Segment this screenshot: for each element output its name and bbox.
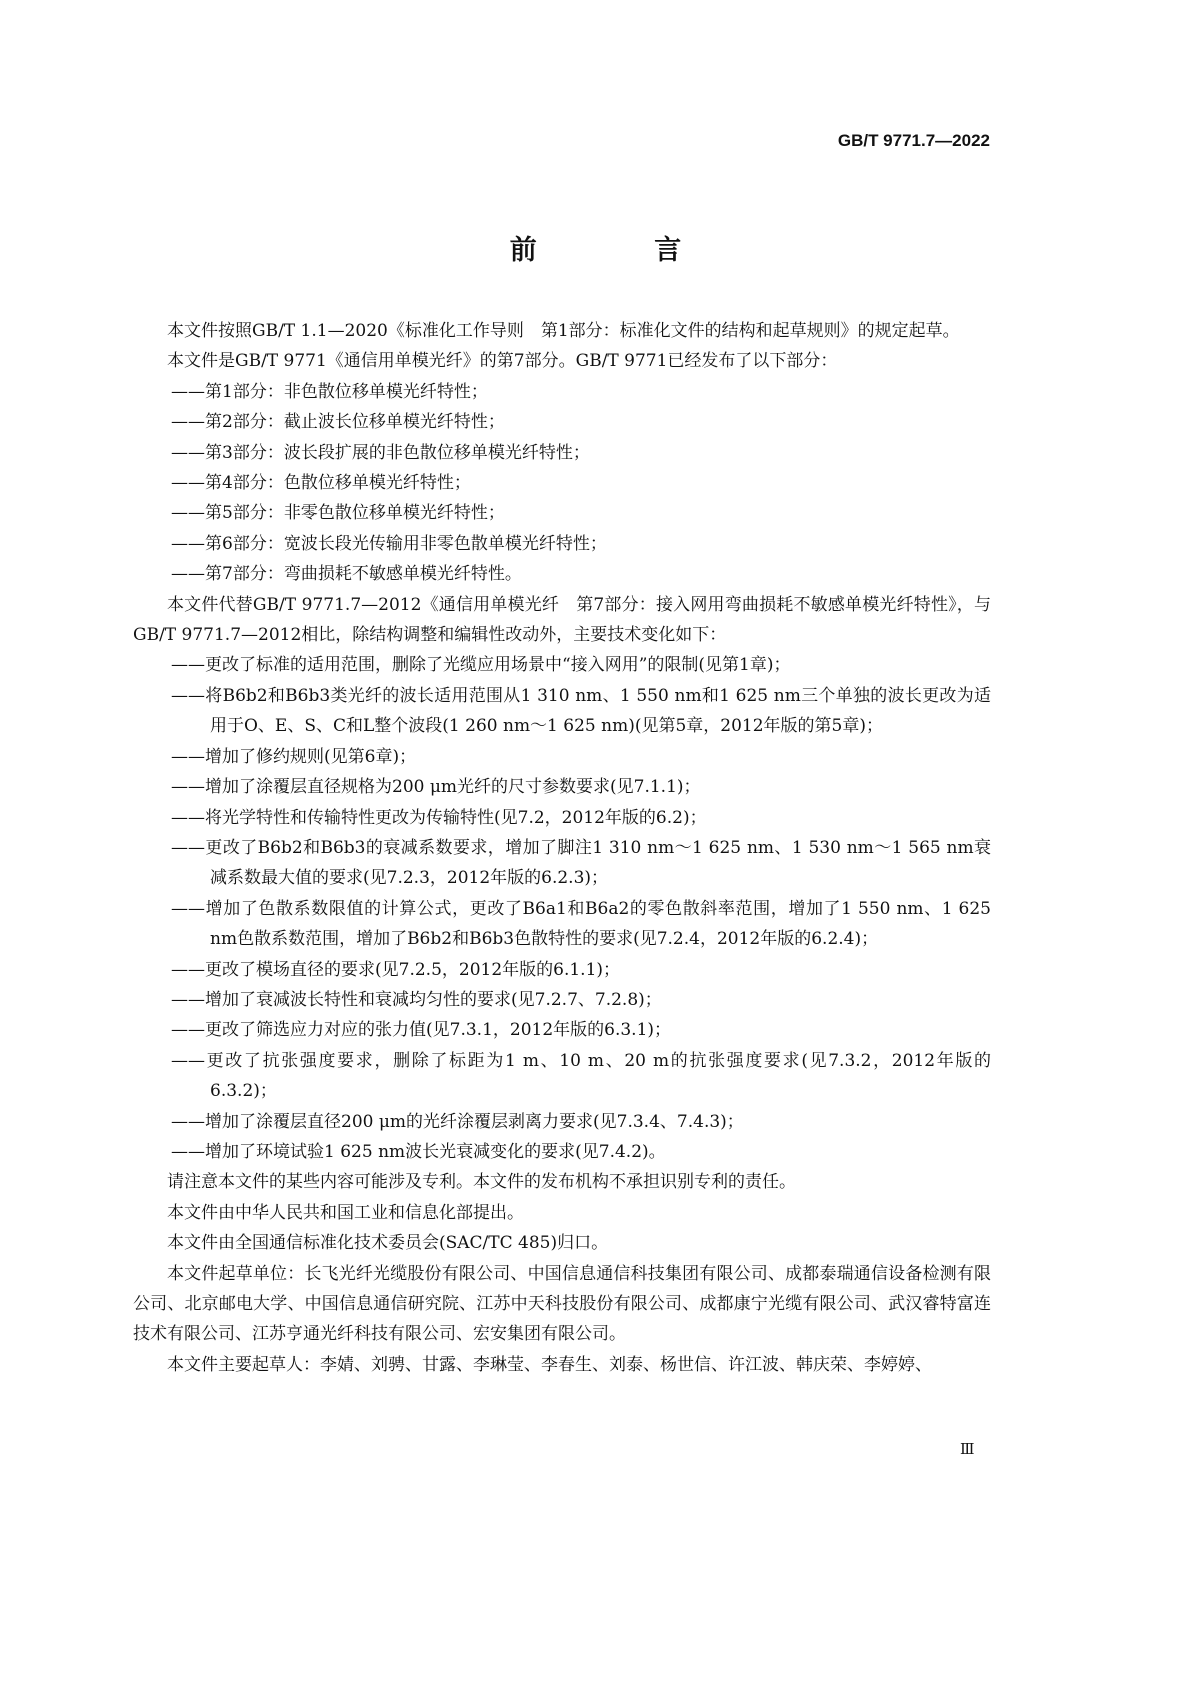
document-body [133, 316, 991, 1380]
list-item: ——第3部分：波长段扩展的非色散位移单模光纤特性； [171, 442, 590, 463]
list-item: ——第4部分：色散位移单模光纤特性； [171, 473, 471, 494]
list-item: ——更改了抗张强度要求，删除了标距为1 m、10 m、20 m的抗张强度要求(见7.3.2，2012年版的6.3.2)； [171, 1050, 991, 1102]
list-item: ——增加了涂覆层直径规格为200 μm光纤的尺寸参数要求(见7.1.1)； [171, 777, 701, 798]
paragraph: 本文件是GB/T 9771《通信用单模光纤》的第7部分。GB/T 9771已经发布了以下部分： [167, 351, 838, 372]
paragraph: 请注意本文件的某些内容可能涉及专利。本文件的发布机构不承担识别专利的责任。 [167, 1172, 796, 1193]
list-item: ——增加了修约规则(见第6章)； [171, 746, 417, 767]
paragraph: 本文件起草单位：长飞光纤光缆股份有限公司、中国信息通信科技集团有限公司、成都泰瑞通信设备检测有限公司、北京邮电大学、中国信息通信研究院、江苏中天科技股份有限公司、成都康宁光缆有限公司、武汉睿特富连技术有限公司、江苏亨通光纤科技有限公司、宏安集团有限公司。 [133, 1263, 991, 1345]
paragraph: 本文件由中华人民共和国工业和信息化部提出。 [167, 1202, 524, 1223]
list-item: ——更改了筛选应力对应的张力值(见7.3.1，2012年版的6.3.1)； [171, 1020, 672, 1041]
paragraph: 本文件按照GB/T 1.1—2020《标准化工作导则 第1部分：标准化文件的结构和起草规则》的规定起草。 [167, 321, 960, 341]
list-item: ——将B6b2和B6b3类光纤的波长适用范围从1 310 nm、1 550 nm和1 625 nm三个单独的波长更改为适用于O、E、S、C和L整个波段(1 260 nm～1 625 nm)(见第5章，2012年版的第5章)； [171, 685, 991, 737]
page-number: Ⅲ [960, 1440, 975, 1458]
list-item: ——增加了衰减波长特性和衰减均匀性的要求(见7.2.7、7.2.8)； [171, 989, 662, 1010]
list-item: ——更改了B6b2和B6b3的衰减系数要求，增加了脚注1 310 nm～1 625 nm、1 530 nm～1 565 nm衰减系数最大值的要求(见7.2.3，2012年版的6.2.3)； [171, 837, 991, 889]
paragraph: 本文件代替GB/T 9771.7—2012《通信用单模光纤 第7部分：接入网用弯曲损耗不敏感单模光纤特性》，与GB/T 9771.7—2012相比，除结构调整和编辑性改动外，主要技术变化如下： [133, 594, 991, 646]
paragraph: 本文件由全国通信标准化技术委员会(SAC/TC 485)归口。 [167, 1233, 609, 1254]
list-item: ——增加了环境试验1 625 nm波长光衰减变化的要求(见7.4.2)。 [171, 1141, 666, 1162]
list-item: ——更改了模场直径的要求(见7.2.5，2012年版的6.1.1)； [171, 959, 621, 980]
standard-number: GB/T 9771.7—2022 [837, 131, 990, 150]
list-item: ——增加了涂覆层直径200 μm的光纤涂覆层剥离力要求(见7.3.4、7.4.3)； [171, 1111, 744, 1132]
page-title: 前 言 [509, 235, 736, 266]
list-item: ——第7部分：弯曲损耗不敏感单模光纤特性。 [171, 564, 522, 585]
list-item: ——第1部分：非色散位移单模光纤特性； [171, 381, 488, 402]
list-item: ——第6部分：宽波长段光传输用非零色散单模光纤特性； [171, 533, 607, 554]
list-item: ——第2部分：截止波长位移单模光纤特性； [171, 412, 505, 433]
list-item: ——第5部分：非零色散位移单模光纤特性； [171, 503, 505, 524]
list-item: ——将光学特性和传输特性更改为传输特性(见7.2，2012年版的6.2)； [171, 807, 707, 828]
list-item: ——增加了色散系数限值的计算公式，更改了B6a1和B6a2的零色散斜率范围，增加了1 550 nm、1 625 nm色散系数范围，增加了B6b2和B6b3色散特性的要求(见7.2.4，2012年版的6.2.4)； [171, 898, 991, 950]
paragraph: 本文件主要起草人：李婧、刘骋、甘露、李琳莹、李春生、刘泰、杨世信、许江波、韩庆荣、李婷婷、 [167, 1354, 932, 1375]
list-item: ——更改了标准的适用范围，删除了光缆应用场景中“接入网用”的限制(见第1章)； [171, 655, 791, 676]
